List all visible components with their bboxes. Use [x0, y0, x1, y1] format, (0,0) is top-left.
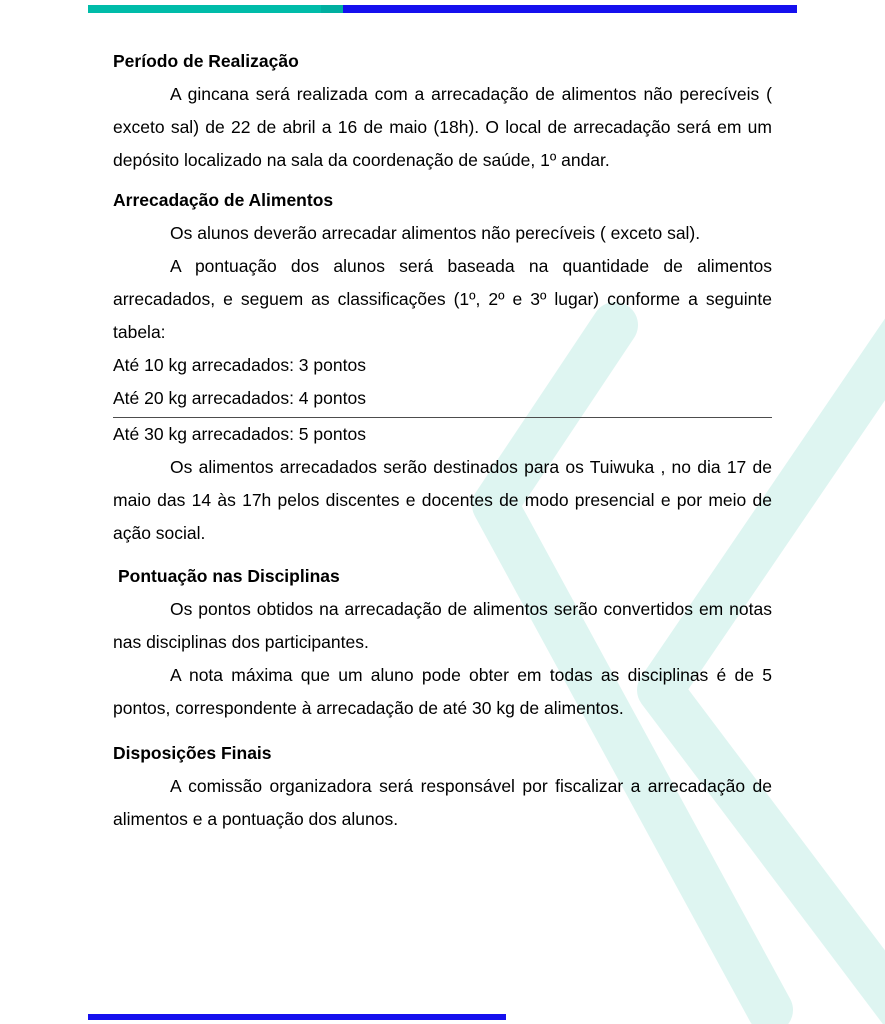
- top-bar-teal-dark-segment: [321, 5, 343, 13]
- top-bar-blue-segment: [343, 5, 797, 13]
- document-content: [113, 45, 772, 836]
- paragraph-gincana: A gincana será realizada com a arrecadação de alimentos não perecíveis ( exceto sal) de 22 de abril a 16 de maio (18h). O local de arrecadação será em um depósito localizado na sala da coordenação de saúde, 1º andar.: [113, 84, 772, 170]
- paragraph-pontos-convertidos: Os pontos obtidos na arrecadação de alimentos serão convertidos em notas nas disciplinas dos participantes.: [113, 599, 772, 652]
- points-row-20kg: Até 20 kg arrecadados: 4 pontos: [113, 388, 366, 408]
- paragraph-comissao-organizadora: A comissão organizadora será responsável por fiscalizar a arrecadação de alimentos e a pontuação dos alunos.: [113, 776, 772, 829]
- points-row-10kg: Até 10 kg arrecadados: 3 pontos: [113, 355, 366, 375]
- bottom-accent-bar: [88, 1014, 506, 1020]
- points-row-30kg: Até 30 kg arrecadados: 5 pontos: [113, 424, 366, 444]
- heading-periodo-de-realizacao: Período de Realização: [113, 51, 299, 71]
- heading-arrecadacao-de-alimentos: Arrecadação de Alimentos: [113, 190, 334, 210]
- heading-pontuacao-nas-disciplinas: Pontuação nas Disciplinas: [118, 566, 340, 586]
- paragraph-nota-maxima: A nota máxima que um aluno pode obter em todas as disciplinas é de 5 pontos, correspondente à arrecadação de até 30 kg de alimentos.: [113, 665, 772, 718]
- paragraph-pontuacao-classificacoes: A pontuação dos alunos será baseada na quantidade de alimentos arrecadados, e seguem as classificações (1º, 2º e 3º lugar) conforme a seguinte tabela:: [113, 256, 772, 342]
- top-accent-bar: [88, 5, 797, 13]
- heading-disposicoes-finais: Disposições Finais: [113, 743, 272, 763]
- top-bar-teal-segment: [88, 5, 321, 13]
- paragraph-destino-alimentos: Os alimentos arrecadados serão destinados para os Tuiwuka , no dia 17 de maio das 14 às 17h pelos discentes e docentes de modo presencial e por meio de ação social.: [113, 457, 772, 543]
- paragraph-alunos-deverao: Os alunos deverão arrecadar alimentos não perecíveis ( exceto sal).: [170, 223, 701, 243]
